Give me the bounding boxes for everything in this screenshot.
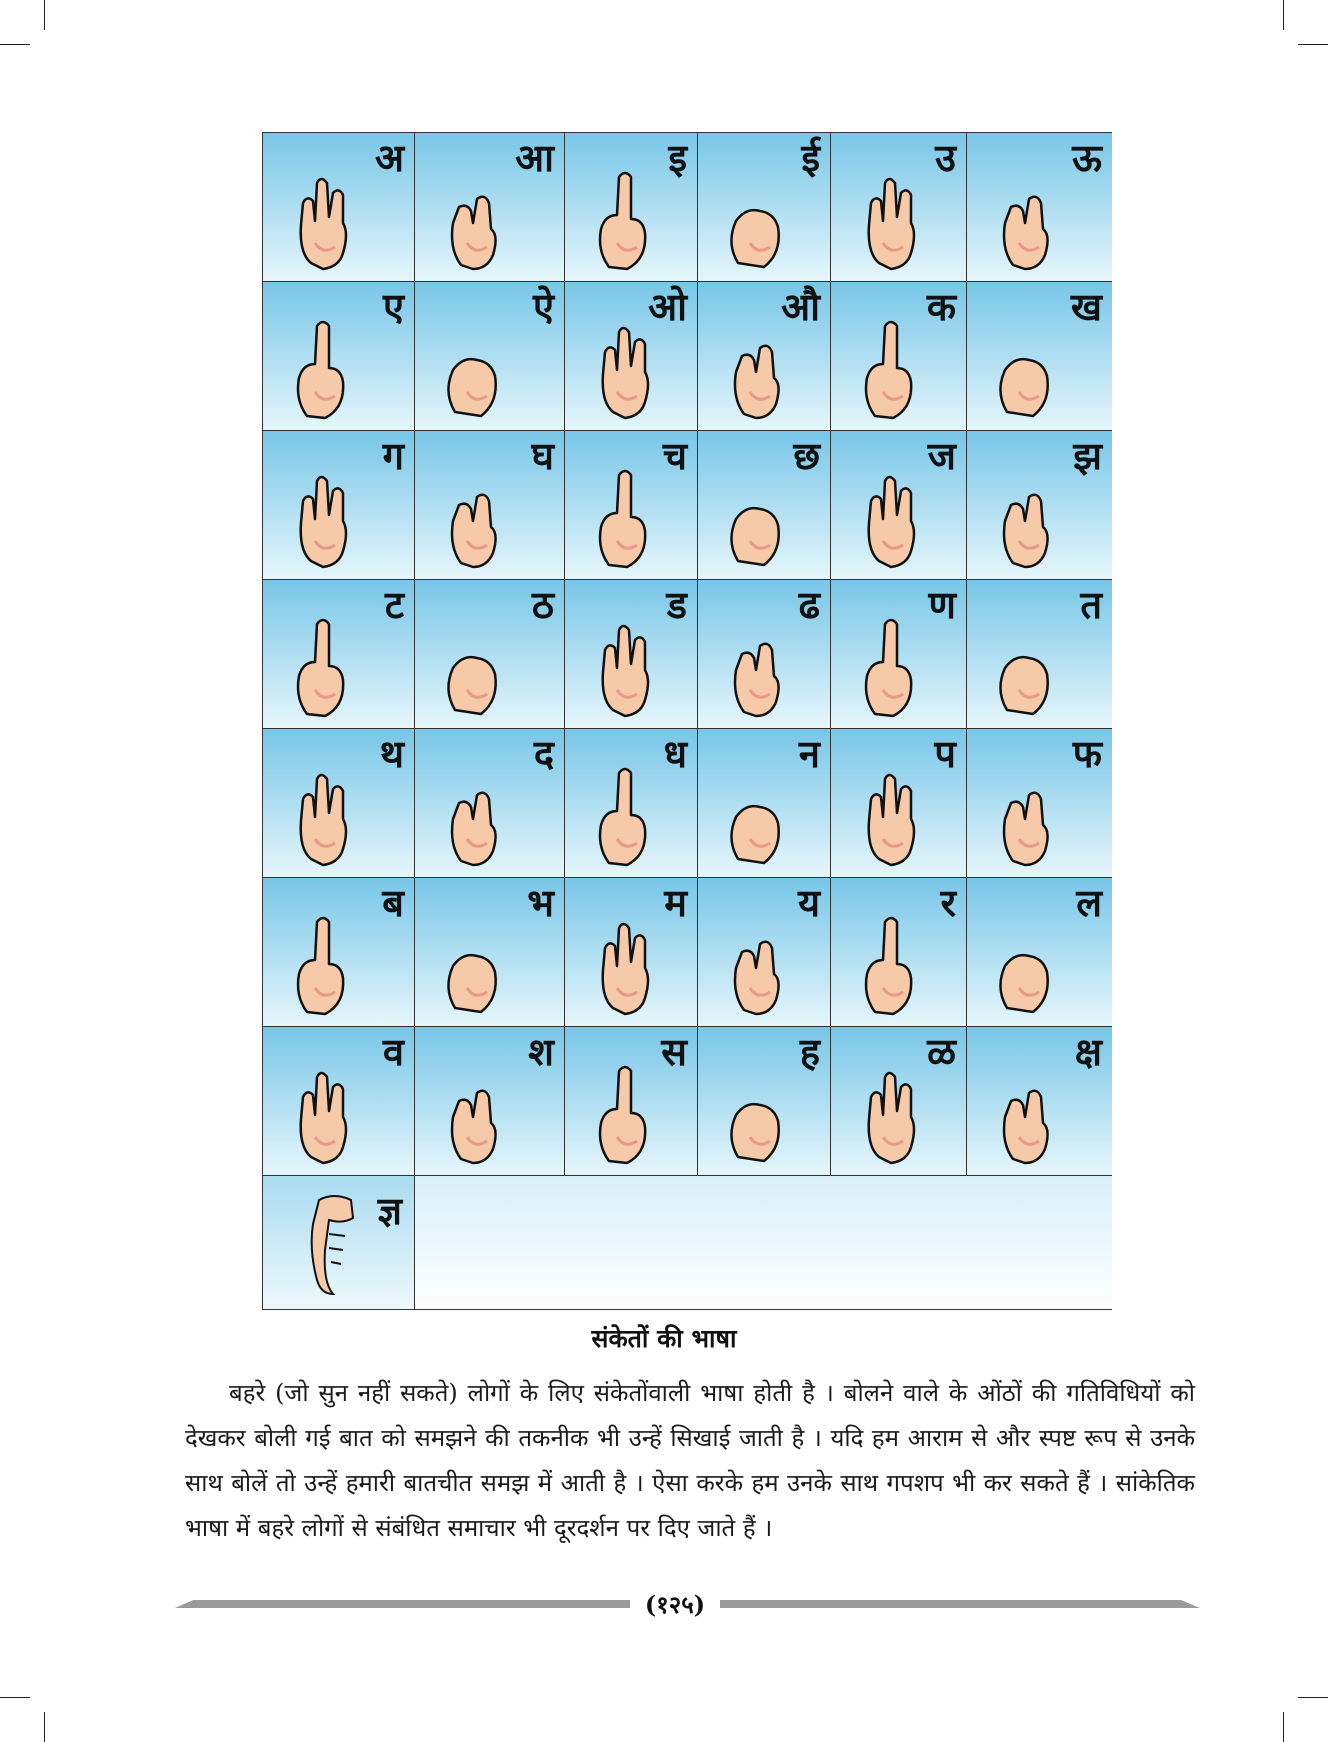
sign-letter-label: ए — [382, 285, 404, 329]
sign-cell — [565, 1027, 698, 1176]
hand-sign-icon — [985, 312, 1075, 422]
hand-sign-icon — [583, 163, 673, 273]
hand-sign-icon — [849, 461, 939, 571]
hand-sign-icon — [433, 908, 523, 1018]
sign-letter-label: औ — [781, 285, 820, 329]
sign-cell — [415, 580, 565, 729]
sign-cell — [565, 878, 698, 1027]
sign-letter-label: ट — [384, 583, 404, 627]
sign-cell — [698, 133, 831, 282]
crop-mark — [44, 1712, 45, 1742]
sign-grid-last-row — [263, 1176, 1112, 1309]
sign-cell — [967, 1027, 1112, 1176]
sign-language-chart — [262, 132, 1112, 1310]
sign-letter-label: छ — [793, 434, 820, 478]
crop-mark — [44, 0, 45, 30]
footer-rule-right — [720, 1600, 1200, 1608]
sign-cell — [565, 580, 698, 729]
sign-letter-label: ळ — [927, 1030, 956, 1074]
figure-caption: संकेतों की भाषा — [591, 1324, 737, 1353]
sign-letter-label: ओ — [648, 285, 687, 329]
sign-cell — [565, 133, 698, 282]
hand-sign-icon — [433, 163, 523, 273]
hand-sign-icon — [985, 908, 1075, 1018]
sign-cell — [263, 580, 415, 729]
sign-cell — [263, 1027, 415, 1176]
hand-sign-icon — [281, 1057, 371, 1167]
sign-cell — [565, 282, 698, 431]
hand-sign-icon — [281, 461, 371, 571]
sign-letter-label: घ — [531, 434, 554, 478]
sign-cell-last — [263, 1176, 415, 1309]
sign-cell — [415, 1027, 565, 1176]
hand-sign-icon — [433, 759, 523, 869]
sign-cell — [831, 729, 967, 878]
hand-sign-icon — [583, 1057, 673, 1167]
sign-cell — [698, 282, 831, 431]
hand-sign-icon — [583, 759, 673, 869]
hand-sign-icon — [716, 759, 806, 869]
sign-grid — [263, 133, 1112, 1176]
sign-cell — [831, 878, 967, 1027]
hand-sign-icon — [281, 163, 371, 273]
sign-cell — [967, 282, 1112, 431]
hand-sign-icon — [281, 908, 371, 1018]
sign-letter-label: ढ — [798, 583, 820, 627]
sign-cell — [698, 1027, 831, 1176]
sign-cell — [415, 133, 565, 282]
hand-sign-icon — [281, 312, 371, 422]
sign-letter-label: ख — [1070, 285, 1102, 329]
hand-sign-icon — [433, 461, 523, 571]
sign-letter-label: ण — [928, 583, 956, 627]
sign-letter-label: ऐ — [532, 285, 554, 329]
sign-letter-label: च — [662, 434, 687, 478]
sign-cell — [967, 133, 1112, 282]
sign-letter-label: य — [797, 881, 820, 925]
sign-cell — [263, 133, 415, 282]
hand-sign-icon — [299, 1190, 369, 1300]
hand-sign-icon — [985, 163, 1075, 273]
sign-letter-label: व — [382, 1030, 404, 1074]
sign-cell — [415, 282, 565, 431]
hand-sign-icon — [849, 610, 939, 720]
sign-letter-label: भ — [527, 881, 554, 925]
sign-letter-label: ह — [799, 1030, 820, 1074]
page-number: (१२५) — [644, 1590, 706, 1619]
hand-sign-icon — [583, 908, 673, 1018]
sign-cell — [967, 878, 1112, 1027]
sign-letter-label: ऊ — [1072, 136, 1102, 180]
sign-letter-label: स — [661, 1030, 687, 1074]
hand-sign-icon — [716, 1057, 806, 1167]
crop-mark — [1298, 1697, 1328, 1698]
sign-cell — [263, 431, 415, 580]
hand-sign-icon — [433, 1057, 523, 1167]
hand-sign-icon — [849, 312, 939, 422]
body-paragraph: बहरे (जो सुन नहीं सकते) लोगों के लिए संकेतोंवाली भाषा होती है । बोलने वाले के ओंठों की गतिविधियों को देखकर बोली गई बात को समझने की तकनीक भी उन्हें सिखाई जाती है । यदि हम आराम से और स्पष्ट रूप से उनके साथ बोलें तो उन्हें हमारी बातचीत समझ में आती है । ऐसा करके हम उनके साथ गपशप भी कर सकते हैं । सांकेतिक भाषा में बहरे लोगों से संबंधित समाचार भी दूरदर्शन पर दिए जाते हैं । — [185, 1379, 1195, 1542]
sign-letter-label: ठ — [531, 583, 554, 627]
sign-letter-label: न — [798, 732, 820, 776]
sign-letter-label: ज — [927, 434, 956, 478]
sign-letter-label: त — [1080, 583, 1102, 627]
hand-sign-icon — [849, 1057, 939, 1167]
sign-cell — [698, 431, 831, 580]
sign-letter-label: थ — [379, 732, 404, 776]
hand-sign-icon — [849, 163, 939, 273]
sign-cell — [263, 282, 415, 431]
sign-letter-label: झ — [1073, 434, 1102, 478]
sign-letter-label: द — [533, 732, 554, 776]
footer-rule-left — [175, 1600, 630, 1608]
hand-sign-icon — [433, 610, 523, 720]
sign-cell — [831, 1027, 967, 1176]
sign-letter-label: क्ष — [1074, 1030, 1102, 1074]
sign-cell — [263, 729, 415, 878]
hand-sign-icon — [583, 461, 673, 571]
hand-sign-icon — [716, 610, 806, 720]
hand-sign-icon — [433, 312, 523, 422]
sign-letter-label: प — [934, 732, 956, 776]
sign-letter-label: ध — [663, 732, 687, 776]
hand-sign-icon — [716, 908, 806, 1018]
sign-cell — [831, 133, 967, 282]
hand-sign-icon — [985, 1057, 1075, 1167]
hand-sign-icon — [849, 908, 939, 1018]
hand-sign-icon — [281, 759, 371, 869]
crop-mark — [1283, 1712, 1284, 1742]
sign-letter-label: फ — [1072, 732, 1102, 776]
sign-letter-label: ई — [801, 136, 820, 180]
sign-cell — [415, 878, 565, 1027]
sign-cell — [967, 729, 1112, 878]
hand-sign-icon — [985, 759, 1075, 869]
sign-letter-label: आ — [515, 136, 554, 180]
sign-letter-label: उ — [935, 136, 956, 180]
hand-sign-icon — [281, 610, 371, 720]
sign-cell — [415, 729, 565, 878]
hand-sign-icon — [985, 610, 1075, 720]
sign-cell — [967, 580, 1112, 729]
hand-sign-icon — [583, 610, 673, 720]
crop-mark — [0, 1697, 30, 1698]
sign-letter-label: इ — [668, 136, 687, 180]
sign-cell — [565, 729, 698, 878]
sign-letter-label: श — [528, 1030, 554, 1074]
crop-mark — [0, 44, 30, 45]
sign-cell — [698, 878, 831, 1027]
sign-cell — [967, 431, 1112, 580]
sign-letter-label: अ — [374, 136, 404, 180]
sign-letter-label: म — [664, 881, 687, 925]
hand-sign-icon — [985, 461, 1075, 571]
sign-cell — [831, 580, 967, 729]
sign-letter-label: ज्ञ — [377, 1189, 402, 1233]
sign-letter-label: ड — [666, 583, 687, 627]
sign-letter-label: ब — [382, 881, 404, 925]
hand-sign-icon — [716, 163, 806, 273]
sign-cell — [263, 878, 415, 1027]
sign-letter-label: ल — [1076, 881, 1102, 925]
sign-cell — [415, 431, 565, 580]
sign-cell — [831, 282, 967, 431]
hand-sign-icon — [849, 759, 939, 869]
crop-mark — [1283, 0, 1284, 30]
sign-cell — [831, 431, 967, 580]
sign-cell — [698, 580, 831, 729]
crop-mark — [1298, 44, 1328, 45]
empty-area — [415, 1176, 1112, 1309]
sign-cell — [565, 431, 698, 580]
sign-letter-label: ग — [382, 434, 404, 478]
sign-cell — [698, 729, 831, 878]
sign-letter-label: क — [926, 285, 956, 329]
sign-letter-label: र — [940, 881, 956, 925]
